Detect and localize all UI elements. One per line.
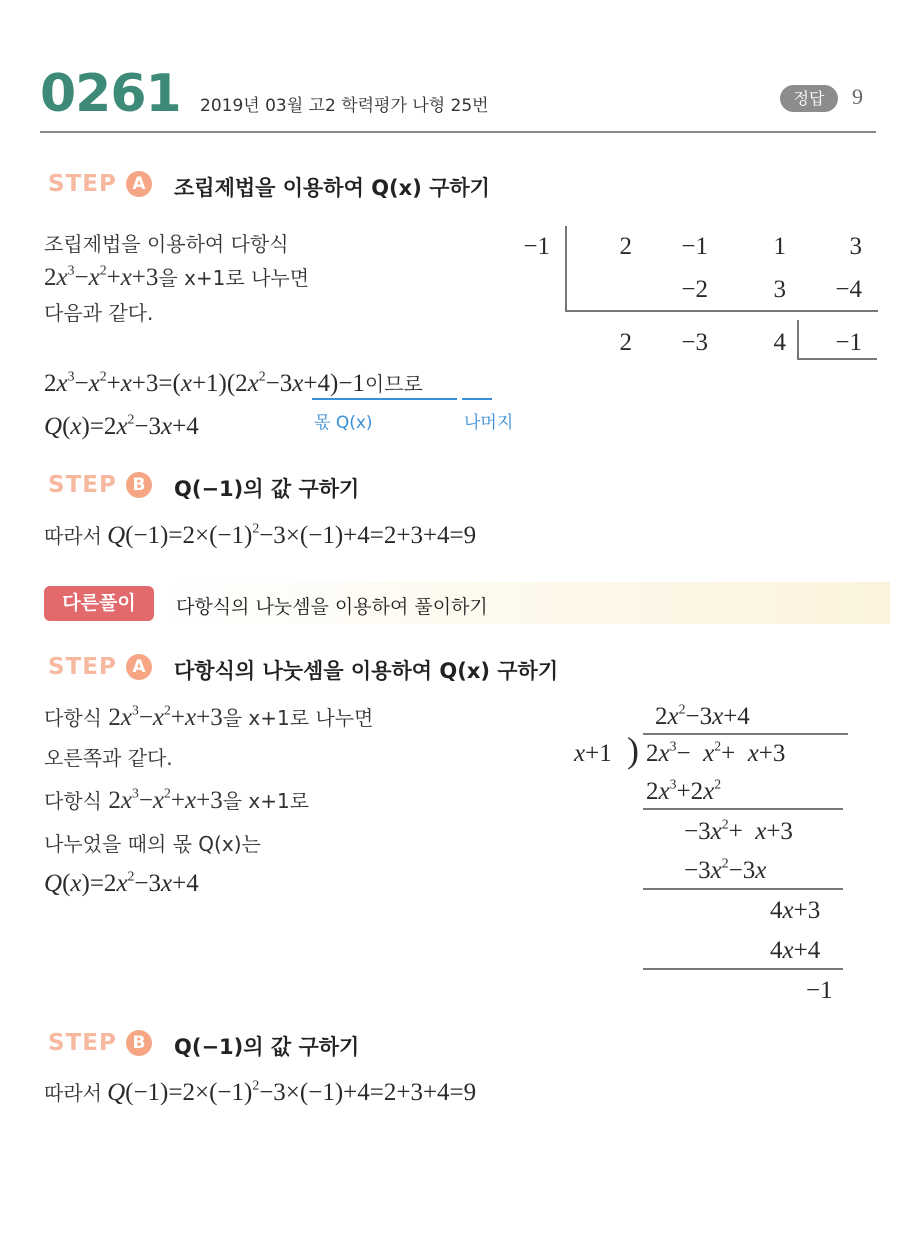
quotient-result: $Q(x)=2x^2-3x+4$ [44, 411, 199, 440]
solution-text-line1: 조립제법을 이용하여 다항식 [44, 232, 289, 256]
alt-step-a-label: STEP [48, 654, 117, 680]
step-a-title: 조립제법을 이용하여 Q(x) 구하기 [174, 176, 490, 200]
identity-suffix: 이므로 [364, 372, 423, 396]
long-division-remainder: −1 [806, 977, 833, 1004]
long-division-bar [643, 733, 848, 735]
alt-text-line1-prefix: 다항식 [44, 706, 102, 730]
synthetic-row2-cell: −2 [681, 276, 708, 303]
synthetic-row1-cell: 2 [619, 233, 632, 260]
long-division-line2 [643, 888, 843, 890]
long-division-line1 [643, 808, 843, 810]
remainder-underline [462, 398, 492, 400]
long-division-step2: $-3x^2+ x+3$ [684, 816, 793, 845]
alt-step-a-circle-icon: A [126, 654, 152, 680]
header-divider [40, 131, 876, 133]
step-b-circle-icon: B [126, 472, 152, 498]
alt-conclusion: 따라서 $Q(-1)=2\times(-1)^2-3\times(-1)+4=2+3+4=9$ [44, 1077, 477, 1106]
solution-text-line2: $2x^3-x^2+x+3$을 x+1로 나누면 [44, 262, 310, 291]
solution-text-line2-suffix: 을 x+1로 나누면 [158, 266, 310, 290]
synthetic-row3-cell: 4 [773, 329, 786, 356]
alt-quotient-result: $Q(x)=2x^2-3x+4$ [44, 868, 199, 897]
alt-step-a-title: 다항식의 나눗셈을 이용하여 Q(x) 구하기 [174, 659, 559, 683]
long-division-divisor: x+1 [574, 740, 612, 767]
alt-text-line2: 오른쪽과 같다. [44, 746, 173, 770]
long-division-step3: $-3x^2-3x$ [684, 855, 767, 884]
synthetic-row3-cell: 2 [619, 329, 632, 356]
synthetic-remainder-cell: −1 [835, 329, 862, 356]
synthetic-row1-cell: 1 [773, 233, 786, 260]
long-division-line3 [643, 968, 843, 970]
remainder-box-vertical [797, 320, 799, 360]
alt-step-b-circle-icon: B [126, 1030, 152, 1056]
alt-solution-title: 다항식의 나눗셈을 이용하여 풀이하기 [176, 596, 488, 618]
solution-text-line3: 다음과 같다. [44, 301, 154, 325]
long-division-step1: $2x^3+2x^2$ [646, 776, 722, 805]
alt-text-line1: 다항식 $2x^3-x^2+x+3$을 x+1로 나누면 [44, 702, 374, 731]
alt-step-b-label: STEP [48, 1030, 117, 1056]
division-identity: $2x^3-x^2+x+3=(x+1)(2x^2-3x+4)-1$이므로 [44, 368, 423, 397]
step-a-label: STEP [48, 171, 117, 197]
long-division-quotient: $2x^2-3x+4$ [655, 701, 750, 730]
problem-number: 0261 [40, 64, 181, 124]
long-division-bracket: ) [627, 730, 639, 770]
synthetic-row1-cell: 3 [849, 233, 862, 260]
problem-source: 2019년 03월 고2 학력평가 나형 25번 [200, 96, 489, 116]
synthetic-horizontal-line [565, 310, 878, 312]
synthetic-row2-cell: −4 [835, 276, 862, 303]
conclusion: 따라서 $Q(-1)=2\times(-1)^2-3\times(-1)+4=2+3+4=9$ [44, 520, 477, 549]
synthetic-row3-cell: −3 [681, 329, 708, 356]
quotient-underline [312, 398, 457, 400]
long-division-step5: 4x+4 [770, 937, 821, 964]
step-b-label: STEP [48, 472, 117, 498]
alt-text-line1-suffix: 을 x+1로 나누면 [222, 706, 374, 730]
alt-conclusion-prefix: 따라서 [44, 1081, 102, 1105]
synthetic-divisor: −1 [523, 233, 550, 260]
conclusion-prefix: 따라서 [44, 524, 102, 548]
step-b-title: Q(−1)의 값 구하기 [174, 477, 360, 501]
long-division-dividend: $2x^3- x^2+ x+3$ [646, 738, 786, 767]
quotient-note: 몫 Q(x) [314, 413, 373, 433]
answer-value: 9 [852, 84, 863, 109]
alt-text-line3: 다항식 $2x^3-x^2+x+3$을 x+1로 [44, 785, 310, 814]
alt-solution-badge: 다른풀이 [44, 586, 154, 621]
step-a-circle-icon: A [126, 171, 152, 197]
alt-step-b-title: Q(−1)의 값 구하기 [174, 1035, 360, 1059]
alt-text-line3-prefix: 다항식 [44, 789, 102, 813]
remainder-box-bottom [797, 358, 877, 360]
remainder-note: 나머지 [464, 413, 514, 433]
alt-text-line3-suffix: 을 x+1로 [222, 789, 310, 813]
synthetic-row1-cell: −1 [681, 233, 708, 260]
long-division-step4: 4x+3 [770, 897, 821, 924]
synthetic-row2-cell: 3 [773, 276, 786, 303]
alt-text-line4: 나누었을 때의 몫 Q(x)는 [44, 832, 261, 856]
synthetic-vertical-line [565, 226, 567, 312]
answer-badge: 정답 [780, 85, 838, 112]
